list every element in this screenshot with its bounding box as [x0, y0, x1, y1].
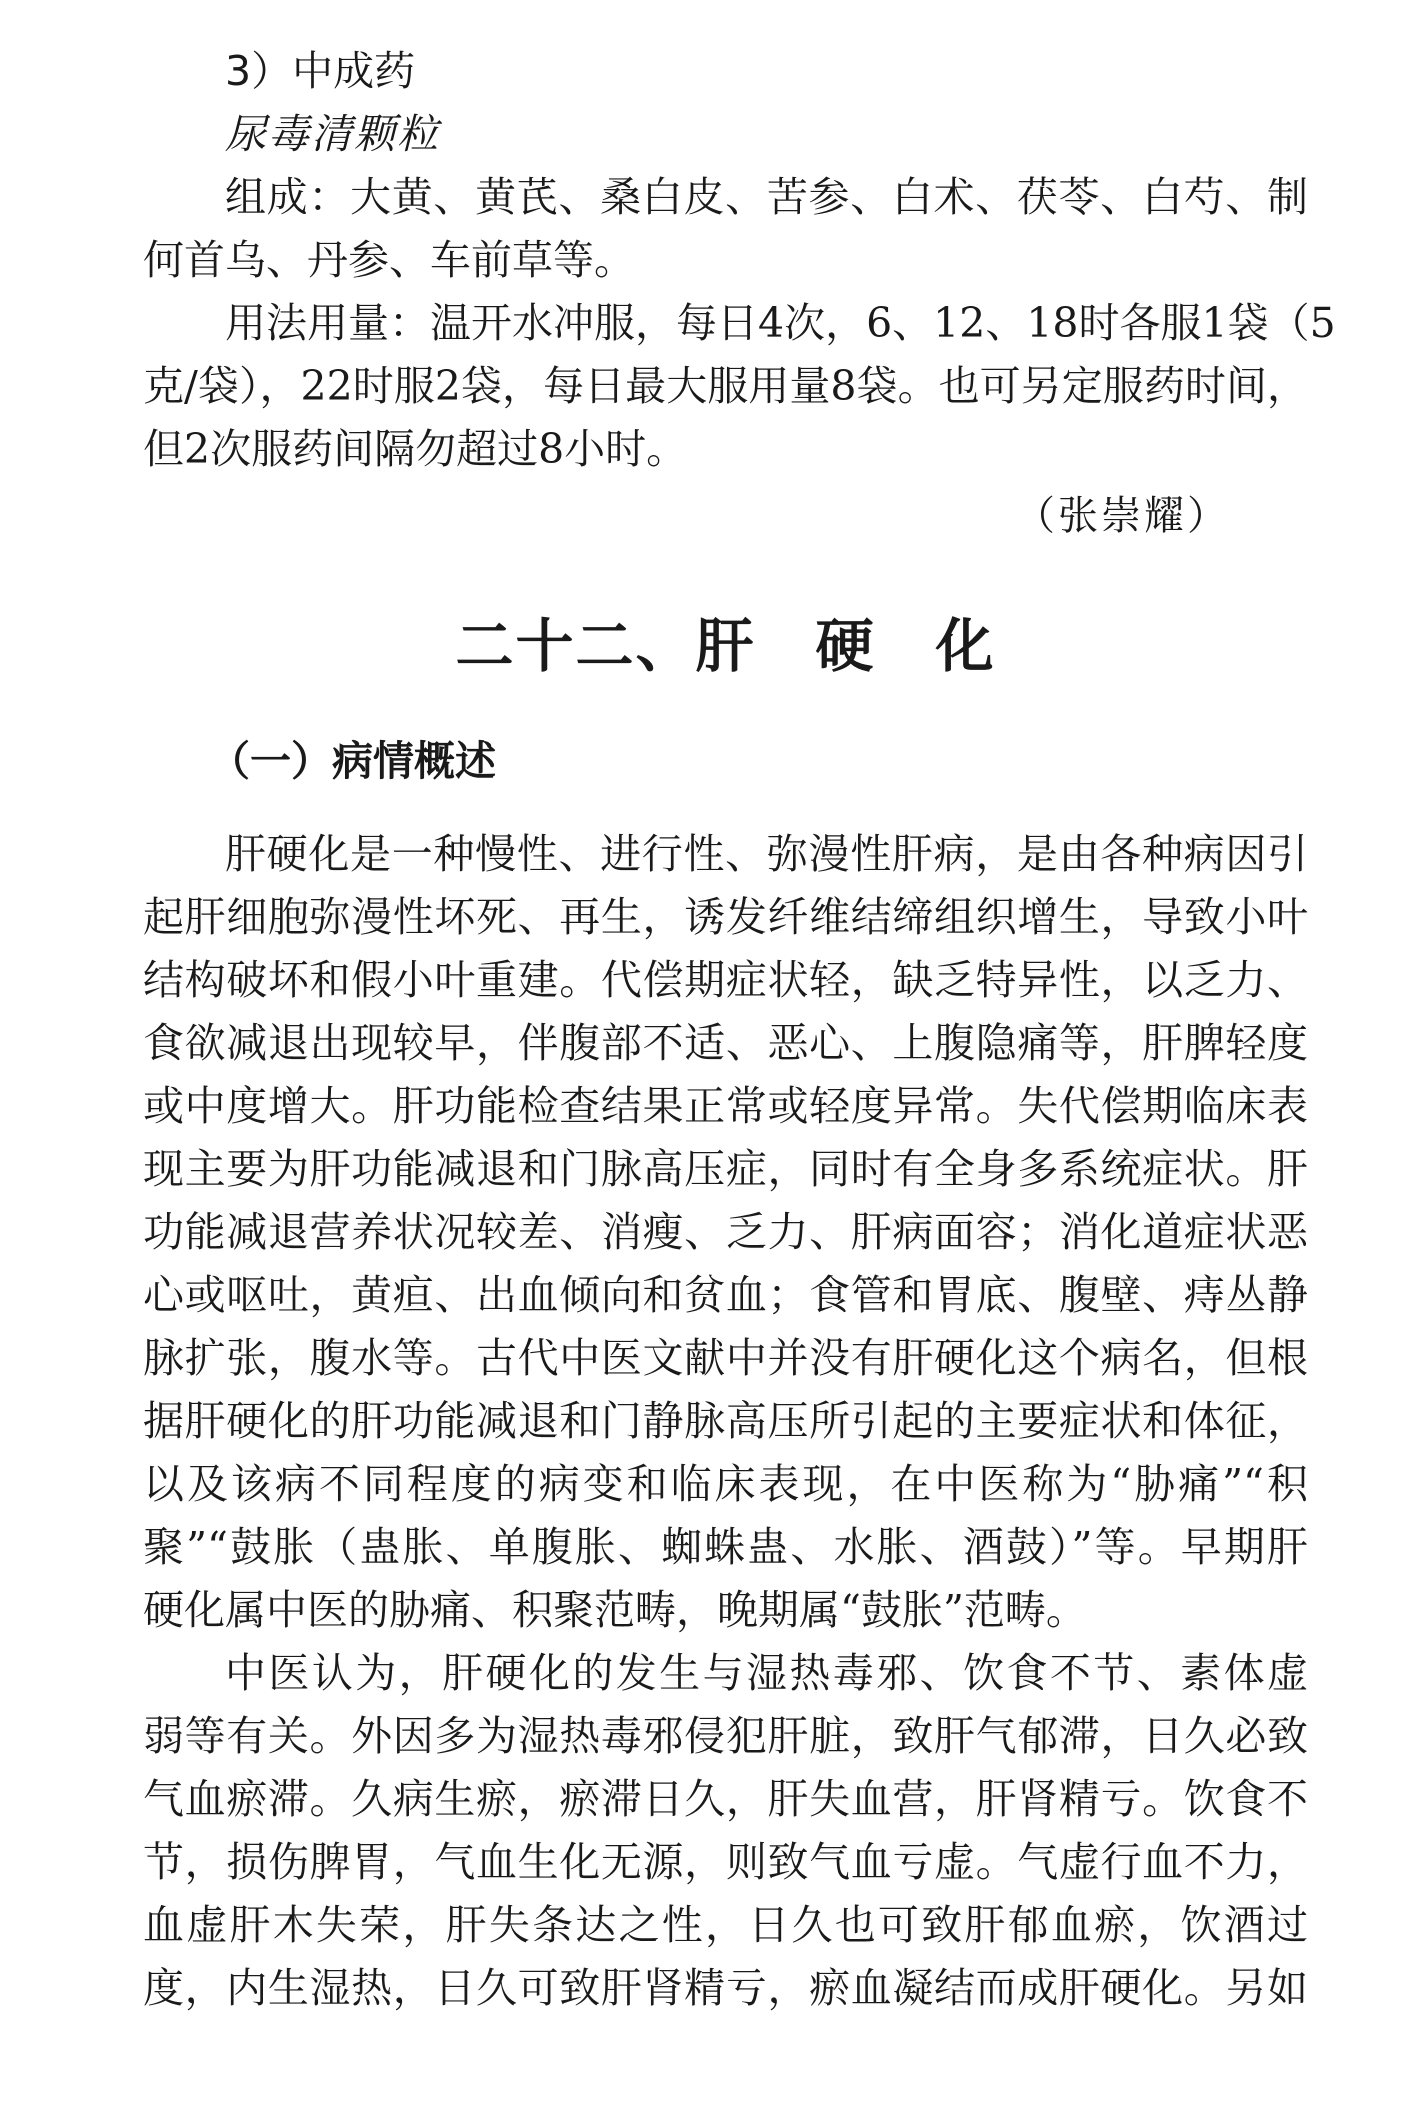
text-line: 气血瘀滞。久病生瘀，瘀滞日久，肝失血营，肝肾精亏。饮食不: [143, 1775, 1308, 1823]
text-line: 肝硬化是一种慢性、进行性、弥漫性肝病，是由各种病因引: [225, 830, 1308, 878]
text-line: 现主要为肝功能减退和门脉高压症，同时有全身多系统症状。肝: [143, 1145, 1308, 1193]
text-line: 用法用量：温开水冲服，每日4次，6、12、18时各服1袋（5: [225, 299, 1336, 347]
text-line: 食欲减退出现较早，伴腹部不适、恶心、上腹隐痛等，肝脾轻度: [143, 1019, 1308, 1067]
text-line: 克/袋），22时服2袋，每日最大服用量8袋。也可另定服药时间，: [143, 362, 1308, 410]
text-line: 组成：大黄、黄芪、桑白皮、苦参、白术、茯苓、白芍、制: [225, 173, 1308, 221]
chapter-title: 二十二、肝 硬 化: [455, 612, 996, 680]
usage-paragraph: [143, 292, 1336, 481]
composition-paragraph: [143, 166, 1308, 292]
text-line: 脉扩张，腹水等。古代中医文献中并没有肝硬化这个病名，但根: [143, 1334, 1308, 1382]
text-line: 以及该病不同程度的病变和临床表现，在中医称为“胁痛”“积: [143, 1460, 1308, 1508]
text-line: 起肝细胞弥漫性坏死、再生，诱发纤维结缔组织增生，导致小叶: [143, 893, 1308, 941]
overview-paragraph-1: [143, 823, 1308, 1642]
text-line: 结构破坏和假小叶重建。代偿期症状轻，缺乏特异性，以乏力、: [143, 956, 1308, 1004]
text-line: 血虚肝木失荣，肝失条达之性，日久也可致肝郁血瘀，饮酒过: [143, 1901, 1308, 1949]
text-line: 据肝硬化的肝功能减退和门静脉高压所引起的主要症状和体征，: [143, 1397, 1308, 1445]
text-line: 或中度增大。肝功能检查结果正常或轻度异常。失代偿期临床表: [143, 1082, 1308, 1130]
page-content: [143, 40, 1336, 2020]
text-line: 中医认为，肝硬化的发生与湿热毒邪、饮食不节、素体虚: [225, 1649, 1308, 1697]
text-line: 弱等有关。外因多为湿热毒邪侵犯肝脏，致肝气郁滞，日久必致: [143, 1712, 1308, 1760]
text-line: 何首乌、丹参、车前草等。: [143, 236, 635, 284]
text-line: 但2次服药间隔勿超过8小时。: [143, 425, 688, 473]
section-heading: （一）病情概述: [209, 737, 496, 785]
text-line: 节，损伤脾胃，气血生化无源，则致气血亏虚。气虚行血不力，: [143, 1838, 1308, 1886]
subsection-heading: 3）中成药: [225, 47, 416, 95]
author-credit: （张崇耀）: [1015, 493, 1230, 539]
drug-name: 尿毒清颗粒: [225, 110, 440, 158]
text-line: 心或呕吐，黄疸、出血倾向和贫血；食管和胃底、腹壁、痔丛静: [143, 1271, 1308, 1319]
text-line: 聚”“鼓胀（蛊胀、单腹胀、蜘蛛蛊、水胀、酒鼓）”等。早期肝: [143, 1523, 1308, 1571]
overview-paragraph-2: [143, 1642, 1308, 2020]
text-line: 硬化属中医的胁痛、积聚范畴，晚期属“鼓胀”范畴。: [143, 1586, 1087, 1634]
text-line: 度，内生湿热，日久可致肝肾精亏，瘀血凝结而成肝硬化。另如: [143, 1964, 1308, 2012]
text-line: 功能减退营养状况较差、消瘦、乏力、肝病面容；消化道症状恶: [143, 1208, 1308, 1256]
